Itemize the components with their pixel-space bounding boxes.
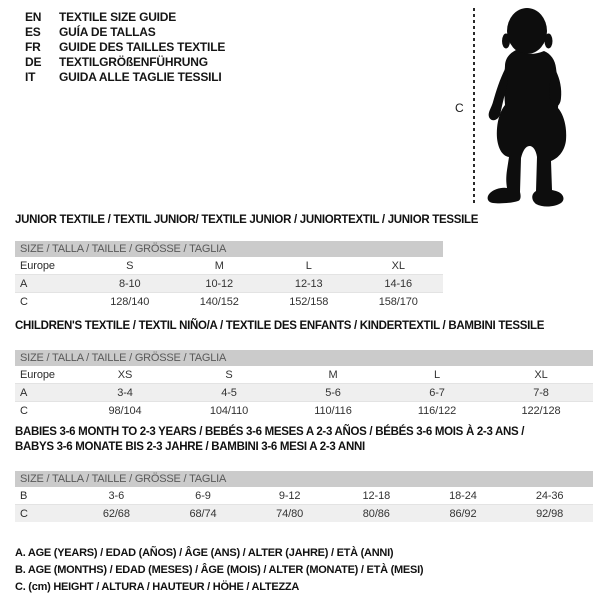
table-cell: 6-9 xyxy=(195,489,211,502)
table-cell: 140/152 xyxy=(199,295,239,308)
row-label: A xyxy=(20,277,28,290)
table-cell: 6-7 xyxy=(429,386,445,399)
row-label: C xyxy=(20,507,28,520)
table-cell: 12-18 xyxy=(362,489,391,502)
language-row-fr xyxy=(25,39,225,54)
table-row xyxy=(15,257,443,275)
language-code: ES xyxy=(25,24,41,39)
table-title-line: BABIES 3-6 MONTH TO 2-3 YEARS / BEBÉS 3-6 MESES A 2-3 AÑOS / BÉBÉS 3-6 MOIS À 2-3 ANS / xyxy=(15,426,525,438)
language-row-es xyxy=(25,24,225,39)
table-cell: 62/68 xyxy=(102,507,130,520)
table-cell: 104/110 xyxy=(209,404,249,417)
language-title: TEXTILE SIZE GUIDE xyxy=(59,9,177,24)
table-cell: S xyxy=(126,259,134,272)
table-cell: 4-5 xyxy=(221,386,237,399)
table-cell: M xyxy=(328,368,338,381)
language-row-en xyxy=(25,9,225,24)
table-size-header: SIZE / TALLA / TAILLE / GRÖSSE / TAGLIA xyxy=(15,241,443,257)
table-cell: 80/86 xyxy=(362,507,390,520)
language-title: GUÍA DE TALLAS xyxy=(59,24,156,39)
table-cell: 98/104 xyxy=(108,404,142,417)
table-row xyxy=(15,293,443,311)
table-cell: S xyxy=(225,368,233,381)
table-cell: 3-6 xyxy=(108,489,125,502)
table-cell: 68/74 xyxy=(189,507,217,520)
table-cell: 7-8 xyxy=(533,386,549,399)
table-title-line: JUNIOR TEXTILE / TEXTIL JUNIOR/ TEXTILE JUNIOR / JUNIORTEXTIL / JUNIOR TESSILE xyxy=(15,214,479,226)
size-tables xyxy=(15,213,593,596)
table-cell: 158/170 xyxy=(378,295,418,308)
table-cell: L xyxy=(305,259,312,272)
table-cell: 5-6 xyxy=(325,386,341,399)
language-title: GUIDE DES TAILLES TEXTILE xyxy=(59,39,226,54)
table-cell: XL xyxy=(391,259,405,272)
table-cell: 116/122 xyxy=(417,404,457,417)
language-code: EN xyxy=(25,9,42,24)
table-row xyxy=(15,366,593,384)
table-cell: 110/116 xyxy=(314,404,352,417)
language-title: GUIDA ALLE TAGLIE TESSILI xyxy=(59,69,222,84)
table-row xyxy=(15,275,443,293)
size-table-children xyxy=(15,366,593,419)
table-cell: 92/98 xyxy=(536,507,564,520)
table-row xyxy=(15,402,593,420)
language-title: TEXTILGRÖßENFÜHRUNG xyxy=(59,54,208,69)
row-label: C xyxy=(20,404,28,417)
table-row xyxy=(15,505,593,523)
footnote-line: C. (cm) HEIGHT / ALTURA / HAUTEUR / HÖHE / ALTEZZA xyxy=(15,581,300,593)
row-label: A xyxy=(20,386,28,399)
row-label: C xyxy=(20,295,28,308)
table-cell: 74/80 xyxy=(276,507,304,520)
table-cell: XL xyxy=(534,368,548,381)
size-table-section-babies xyxy=(15,425,593,522)
table-size-header: SIZE / TALLA / TAILLE / GRÖSSE / TAGLIA xyxy=(15,350,593,366)
row-label: B xyxy=(20,489,28,502)
size-table-junior xyxy=(15,257,443,310)
language-code: DE xyxy=(25,54,42,69)
language-code: IT xyxy=(25,69,36,84)
table-cell: 24-36 xyxy=(535,489,564,502)
table-title-line: CHILDREN'S TEXTILE / TEXTIL NIÑO/A / TEXTILE DES ENFANTS / KINDERTEXTIL / BAMBINI TESSILE xyxy=(15,320,545,332)
table-row xyxy=(15,487,593,505)
toddler-silhouette-icon xyxy=(480,0,600,216)
footnote-line: A. AGE (YEARS) / EDAD (AÑOS) / ÂGE (ANS) / ALTER (JAHRE) / ETÀ (ANNI) xyxy=(15,547,394,559)
row-label: Europe xyxy=(20,259,55,272)
table-cell: 86/92 xyxy=(449,507,477,520)
language-row-it xyxy=(25,69,225,84)
table-title-block xyxy=(15,425,593,455)
table-wrap xyxy=(15,241,443,310)
table-cell: 18-24 xyxy=(449,489,477,502)
table-body xyxy=(15,487,593,522)
table-cell: 152/158 xyxy=(289,295,329,308)
table-title-block xyxy=(15,213,593,228)
table-cell: 9-12 xyxy=(278,489,301,502)
table-cell: 122/128 xyxy=(521,404,561,417)
table-cell: 3-4 xyxy=(117,386,133,399)
language-row-de xyxy=(25,54,225,69)
size-table-section-children xyxy=(15,319,593,419)
table-title-line: BABYS 3-6 MONATE BIS 2-3 JAHRE / BAMBINI 3-6 MESI A 2-3 ANNI xyxy=(15,441,365,453)
table-body xyxy=(15,366,593,419)
table-title-block xyxy=(15,319,593,334)
size-table-babies xyxy=(15,487,593,522)
footnote-line: B. AGE (MONTHS) / EDAD (MESES) / ÂGE (MOIS) / ALTER (MONATE) / ETÀ (MESI) xyxy=(15,564,424,576)
figure-area xyxy=(455,0,600,216)
height-measure-label: C xyxy=(455,101,464,115)
row-label: Europe xyxy=(20,368,55,381)
height-measure-dashed-line xyxy=(473,8,475,205)
table-cell: 128/140 xyxy=(110,295,150,308)
table-row xyxy=(15,384,593,402)
table-cell: 14-16 xyxy=(384,277,413,290)
table-cell: M xyxy=(214,259,224,272)
language-list xyxy=(25,9,225,84)
table-cell: 10-12 xyxy=(205,277,234,290)
table-cell: XS xyxy=(117,368,133,381)
table-cell: 12-13 xyxy=(294,277,323,290)
table-body xyxy=(15,257,443,310)
language-code: FR xyxy=(25,39,41,54)
table-cell: 8-10 xyxy=(118,277,141,290)
size-table-section-junior xyxy=(15,213,593,310)
footnotes xyxy=(15,545,593,596)
table-wrap xyxy=(15,471,593,522)
table-cell: L xyxy=(433,368,441,381)
table-size-header: SIZE / TALLA / TAILLE / GRÖSSE / TAGLIA xyxy=(15,471,593,487)
table-wrap xyxy=(15,350,593,419)
